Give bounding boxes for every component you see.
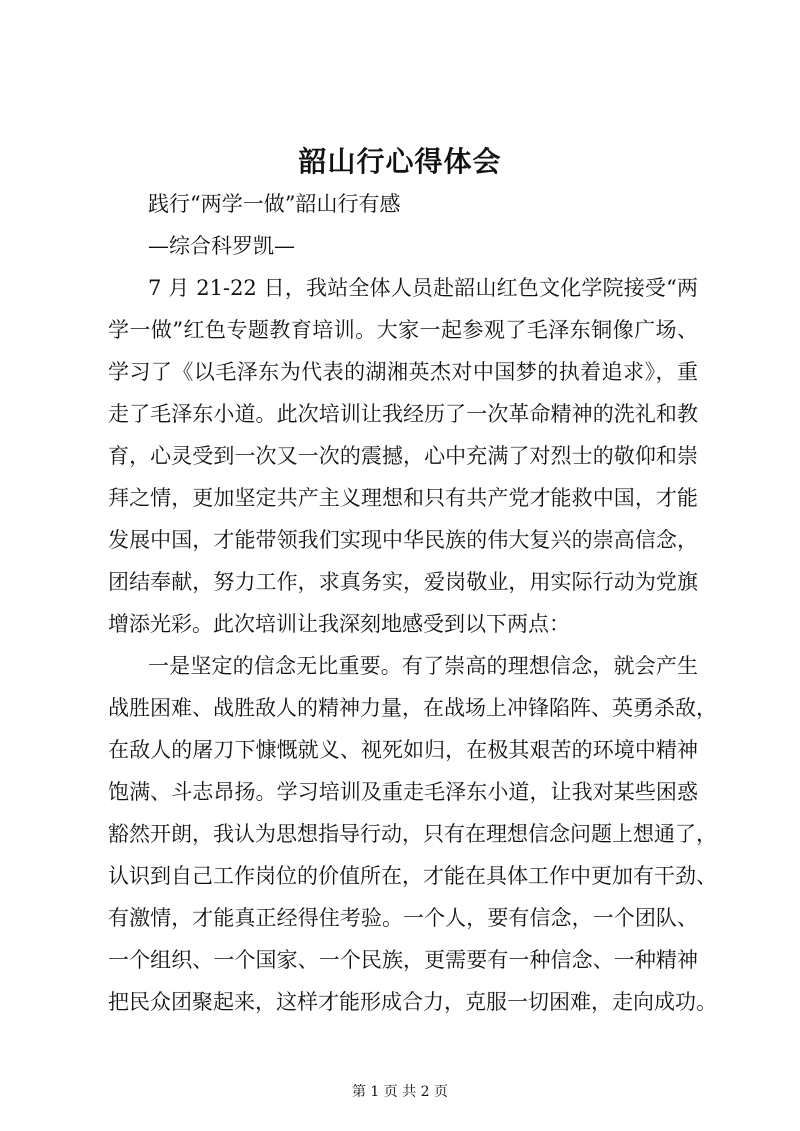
paragraph-line: 学习了《以毛泽东为代表的湖湘英杰对中国梦的执着追求》，重 <box>108 360 698 384</box>
paragraph-line: 豁然开朗，我认为思想指导行动，只有在理想信念问题上想通了， <box>108 822 717 846</box>
author-line: —综合科罗凯— <box>148 234 295 258</box>
paragraph-line: 一个组织、一个国家、一个民族，更需要有一种信念、一种精神 <box>108 948 698 972</box>
paragraph-line: 一是坚定的信念无比重要。有了崇高的理想信念，就会产生 <box>148 654 698 678</box>
paragraph-line: 认识到自己工作岗位的价值所在，才能在具体工作中更加有干劲、 <box>108 864 717 888</box>
paragraph-line: 把民众团聚起来，这样才能形成合力，克服一切困难，走向成功。 <box>108 990 717 1014</box>
paragraph-line: 在敌人的屠刀下慷慨就义、视死如归，在极其艰苦的环境中精神 <box>108 738 698 762</box>
paragraph-line: 战胜困难、战胜敌人的精神力量，在战场上冲锋陷阵、英勇杀敌， <box>108 696 717 720</box>
paragraph-line: 团结奉献，努力工作，求真务实，爱岗敬业，用实际行动为党旗 <box>108 570 698 594</box>
paragraph-line: 增添光彩。此次培训让我深刻地感受到以下两点： <box>108 612 570 636</box>
subtitle: 践行“两学一做”韶山行有感 <box>148 192 401 216</box>
page-footer: 第 1 页 共 2 页 <box>351 1084 449 1100</box>
paragraph-line: 有激情，才能真正经得住考验。一个人，要有信念，一个团队、 <box>108 906 698 930</box>
paragraph-line: 育，心灵受到一次又一次的震撼，心中充满了对烈士的敬仰和崇 <box>108 444 698 468</box>
paragraph-line: 7 月 21-22 日，我站全体人员赴韶山红色文化学院接受“两 <box>148 276 698 300</box>
paragraph-line: 拜之情，更加坚定共产主义理想和只有共产党才能救中国，才能 <box>108 486 698 510</box>
paragraph-line: 发展中国，才能带领我们实现中华民族的伟大复兴的崇高信念， <box>108 528 698 552</box>
paragraph-line: 学一做”红色专题教育培训。大家一起参观了毛泽东铜像广场、 <box>108 318 698 342</box>
paragraph-line: 走了毛泽东小道。此次培训让我经历了一次革命精神的洗礼和教 <box>108 402 698 426</box>
document-title: 韶山行心得体会 <box>298 145 502 178</box>
paragraph-line: 饱满、斗志昂扬。学习培训及重走毛泽东小道，让我对某些困惑 <box>108 780 698 804</box>
